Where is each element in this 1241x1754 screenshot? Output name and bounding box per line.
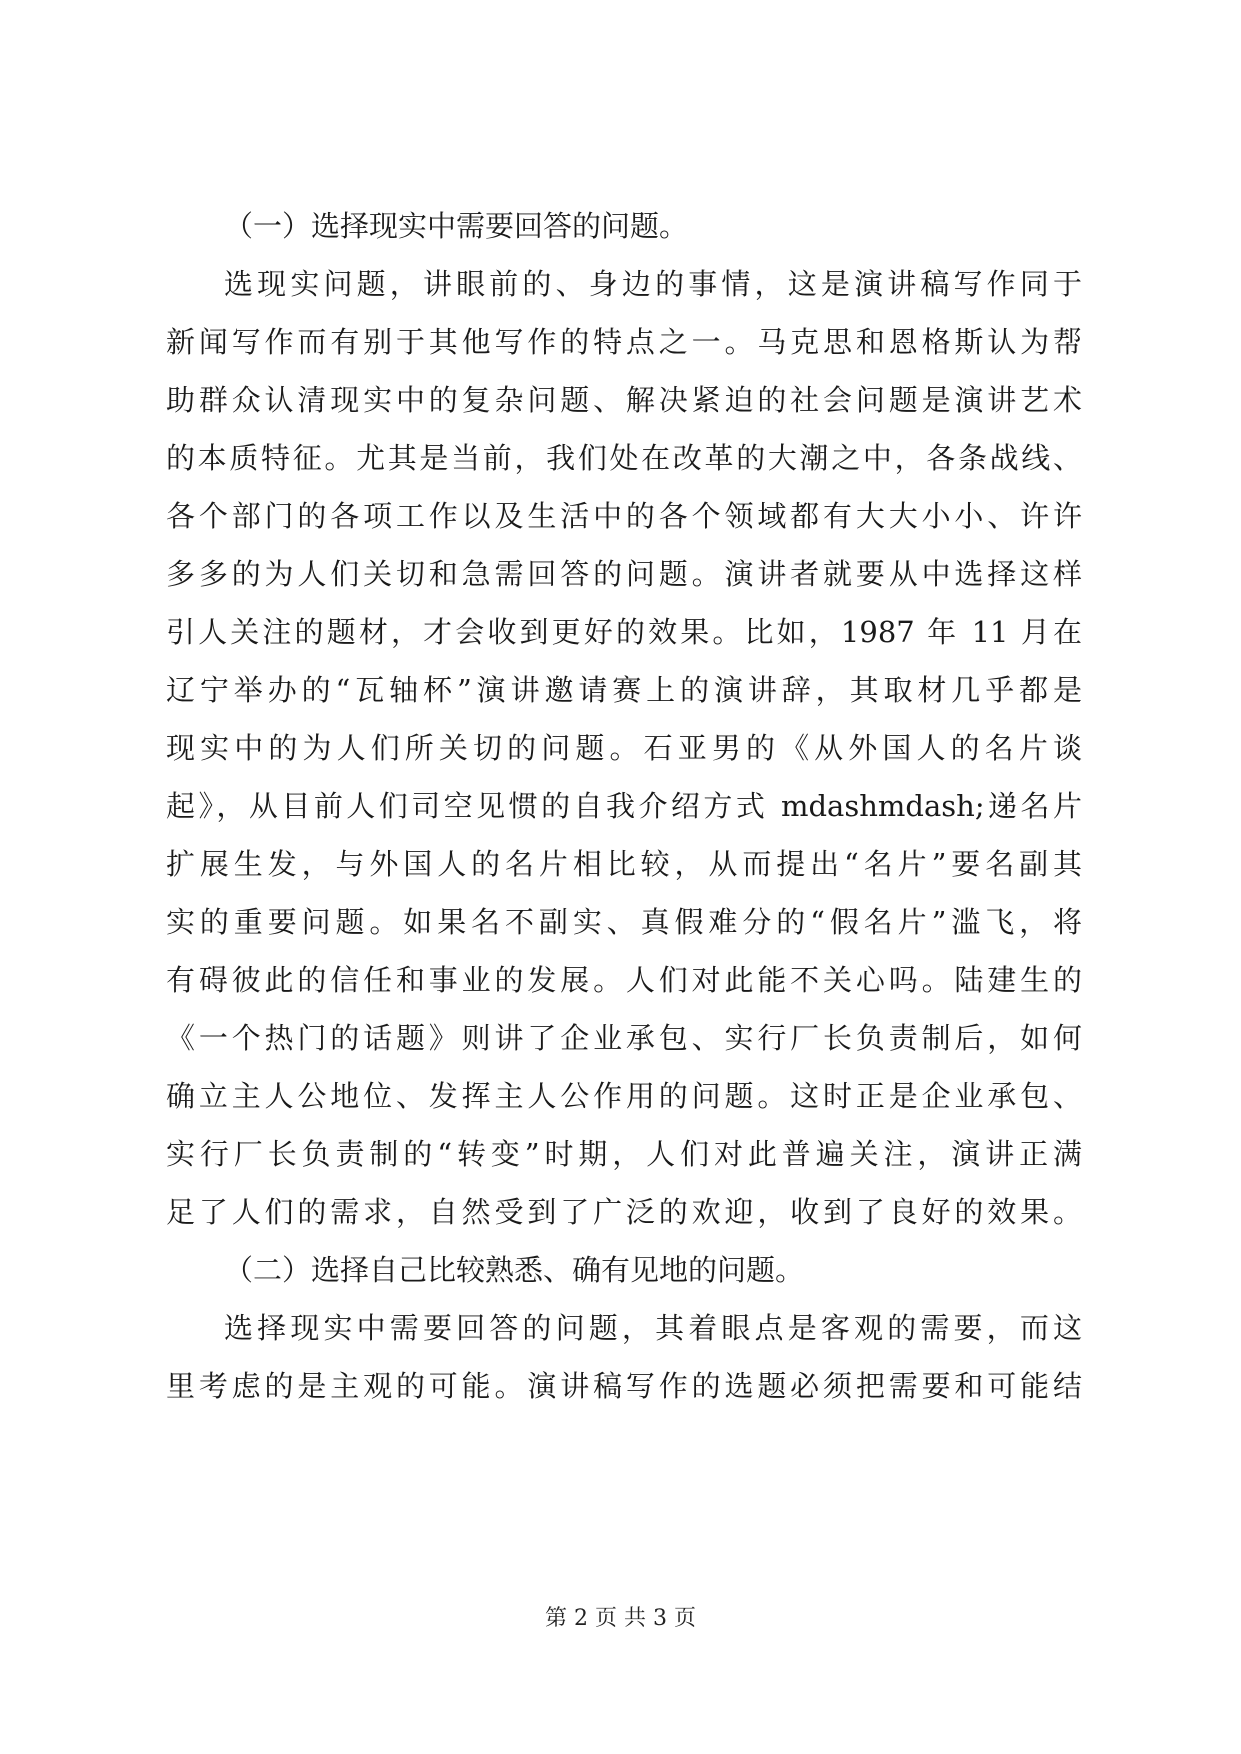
paragraph-line: 新闻写作而有别于其他写作的特点之一。马克思和恩格斯认为帮 bbox=[166, 325, 1082, 359]
paragraph-line: 实的重要问题。如果名不副实、真假难分的“假名片”滥飞，将 bbox=[166, 905, 1082, 939]
paragraph-line: 各个部门的各项工作以及生活中的各个领域都有大大小小、许许 bbox=[166, 499, 1082, 533]
paragraph-line: 的本质特征。尤其是当前，我们处在改革的大潮之中，各条战线、 bbox=[166, 441, 1082, 475]
paragraph-line: 实行厂长负责制的“转变”时期，人们对此普遍关注，演讲正满 bbox=[166, 1137, 1082, 1171]
page-footer: 第 2 页 共 3 页 bbox=[545, 1606, 696, 1631]
paragraph-line: 多多的为人们关切和急需回答的问题。演讲者就要从中选择这样 bbox=[166, 557, 1082, 591]
paragraph-line: 选择现实中需要回答的问题，其着眼点是客观的需要，而这 bbox=[224, 1311, 1082, 1345]
paragraph-line: 辽宁举办的“瓦轴杯”演讲邀请赛上的演讲辞，其取材几乎都是 bbox=[166, 673, 1082, 707]
paragraph-line: 确立主人公地位、发挥主人公作用的问题。这时正是企业承包、 bbox=[166, 1079, 1082, 1113]
section-heading-2: （二）选择自己比较熟悉、确有见地的问题。 bbox=[224, 1253, 805, 1287]
paragraph-line: 选现实问题，讲眼前的、身边的事情，这是演讲稿写作同于 bbox=[224, 267, 1082, 301]
paragraph-line: 《一个热门的话题》则讲了企业承包、实行厂长负责制后，如何 bbox=[166, 1021, 1082, 1055]
paragraph-line: 助群众认清现实中的复杂问题、解决紧迫的社会问题是演讲艺术 bbox=[166, 383, 1082, 417]
paragraph-line: 起》，从目前人们司空见惯的自我介绍方式 mdashmdash;递名片 bbox=[166, 789, 1082, 823]
paragraph-line: 扩展生发，与外国人的名片相比较，从而提出“名片”要名副其 bbox=[166, 847, 1082, 881]
paragraph-line: 现实中的为人们所关切的问题。石亚男的《从外国人的名片谈 bbox=[166, 731, 1082, 765]
section-heading-1: （一）选择现实中需要回答的问题。 bbox=[224, 209, 689, 243]
paragraph-line: 有碍彼此的信任和事业的发展。人们对此能不关心吗。陆建生的 bbox=[166, 963, 1082, 997]
paragraph-line: 足了人们的需求，自然受到了广泛的欢迎，收到了良好的效果。 bbox=[166, 1195, 1082, 1229]
paragraph-line: 里考虑的是主观的可能。演讲稿写作的选题必须把需要和可能结 bbox=[166, 1369, 1082, 1403]
paragraph-line: 引人关注的题材，才会收到更好的效果。比如，1987 年 11 月在 bbox=[166, 615, 1082, 649]
